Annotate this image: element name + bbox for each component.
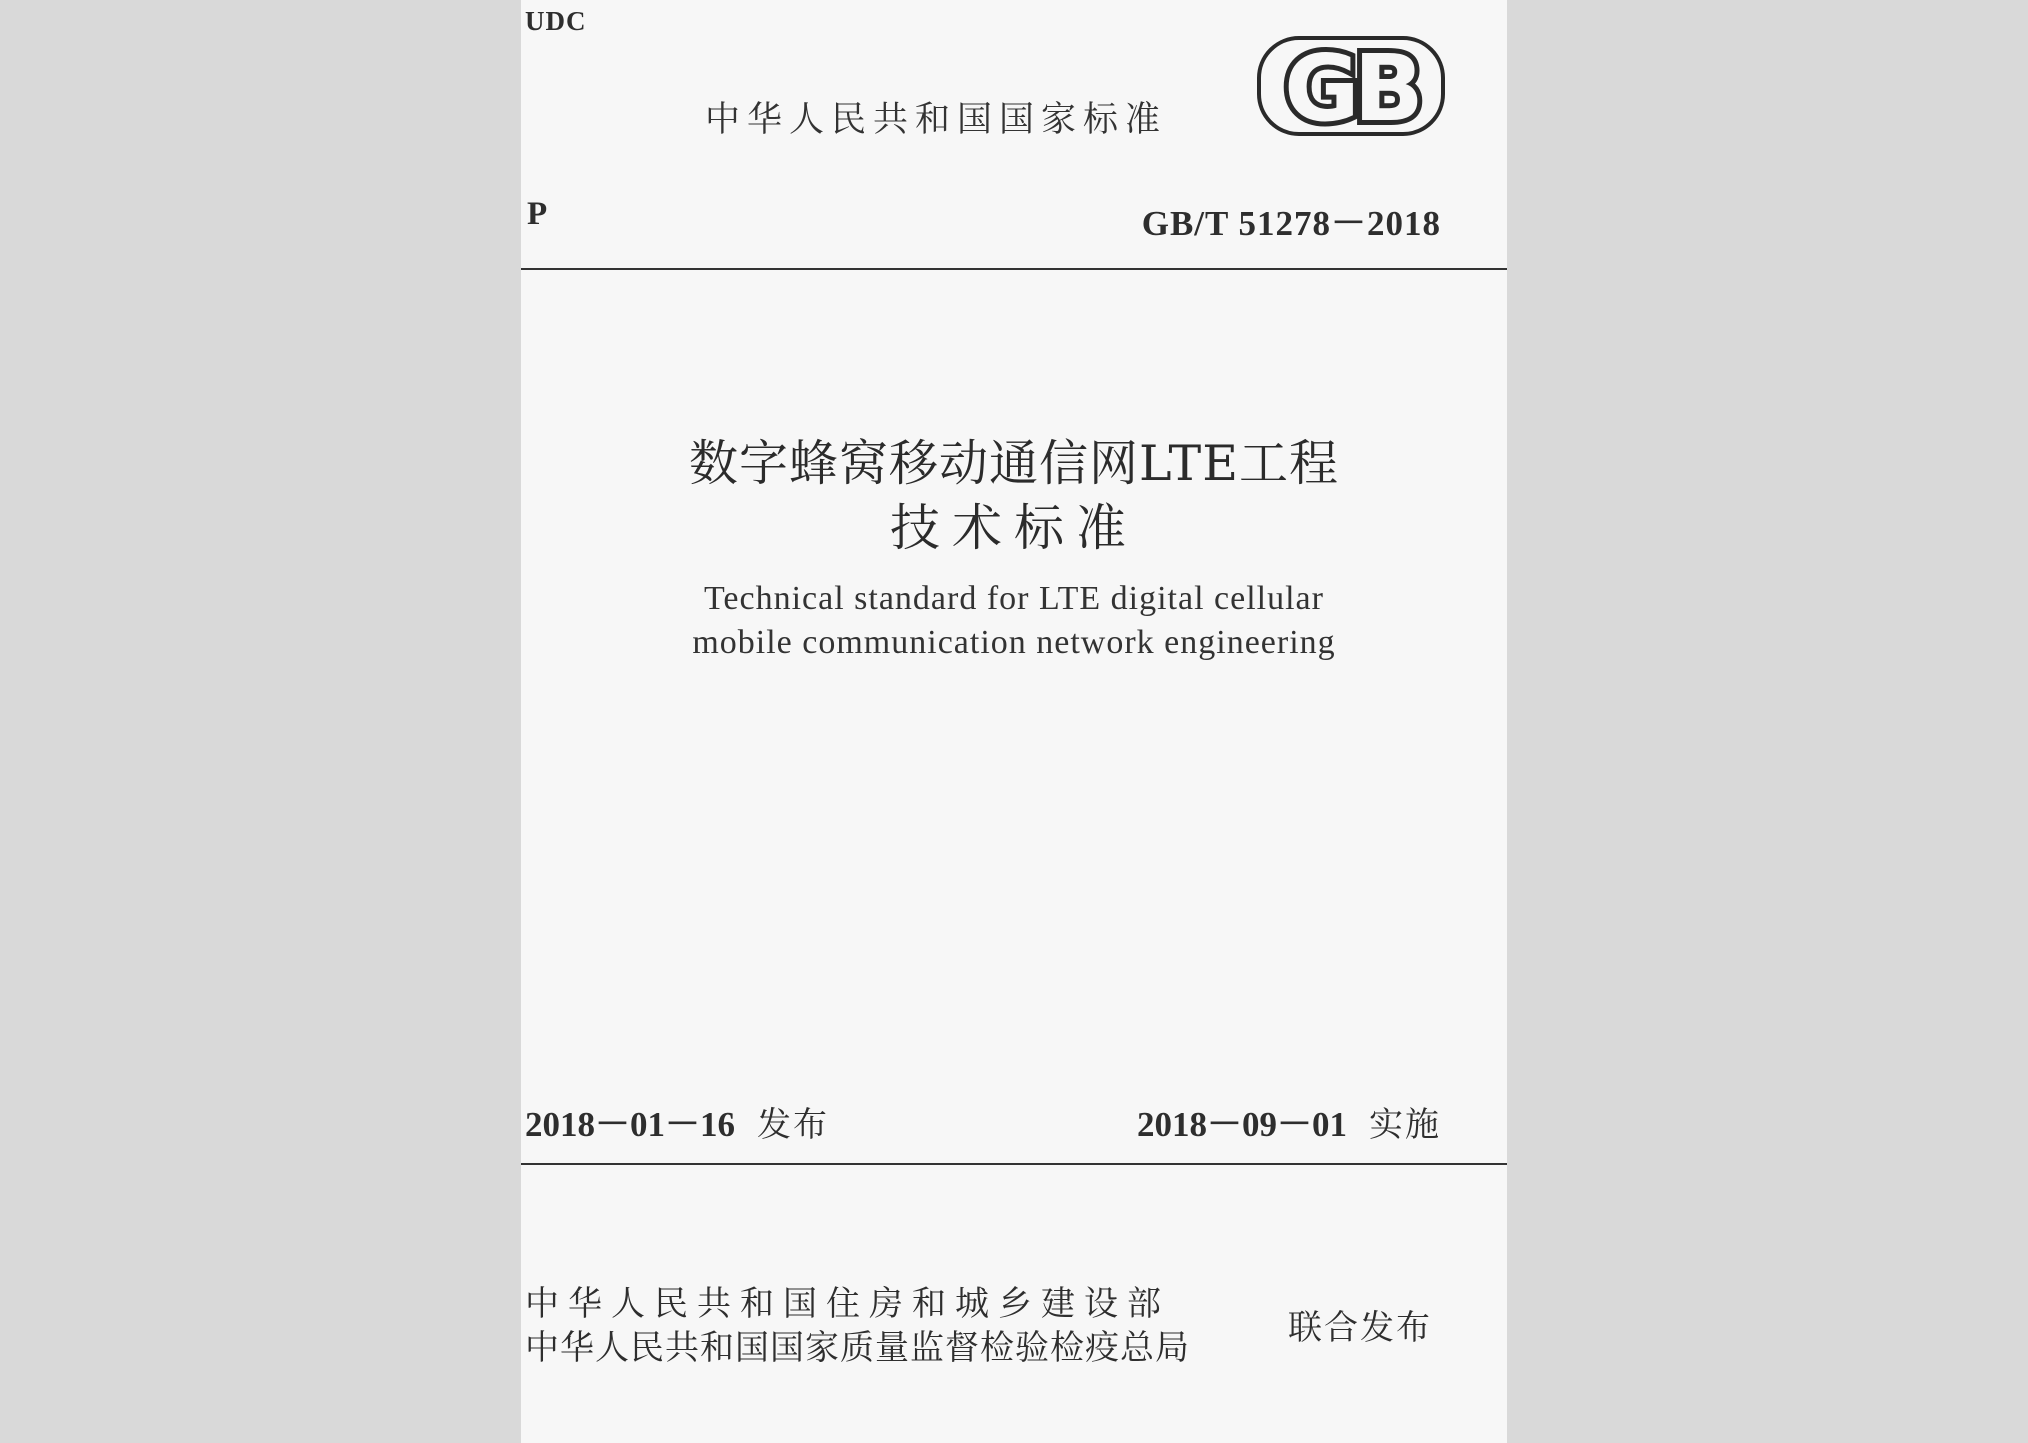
title-en-line2: mobile communication network engineering <box>692 624 1336 661</box>
classification-code: P <box>527 196 548 232</box>
udc-label: UDC <box>525 6 587 36</box>
title-cn-line1: 数字蜂窝移动通信网LTE工程 <box>689 435 1339 492</box>
issue-date-line <box>525 1097 829 1147</box>
standard-cover-page <box>521 0 1507 1443</box>
standard-number: GB/T 51278－2018 <box>1141 204 1441 243</box>
bottom-divider <box>521 1163 1507 1165</box>
title-en-line1: Technical standard for LTE digital cellular <box>704 580 1324 617</box>
issuer-aqsiq: 中华人民共和国国家质量监督检验检疫总局 <box>525 1328 1190 1368</box>
gb-logo-text: GB <box>1284 36 1418 136</box>
issuer-ministry-housing: 中华人民共和国住房和城乡建设部 <box>525 1284 1170 1324</box>
joint-issue-label: 联合发布 <box>1288 1308 1432 1348</box>
gb-logo <box>1257 36 1445 136</box>
top-divider <box>521 268 1507 270</box>
implementation-date-line <box>1137 1097 1441 1147</box>
title-cn-line2: 技术标准 <box>890 499 1138 557</box>
implementation-label: 实施 <box>1369 1105 1441 1145</box>
issue-date: 2018－01－16 <box>525 1105 736 1144</box>
issue-label: 发布 <box>757 1105 830 1145</box>
implementation-date: 2018－09－01 <box>1136 1105 1347 1144</box>
national-standard-heading: 中华人民共和国国家标准 <box>705 100 1168 140</box>
